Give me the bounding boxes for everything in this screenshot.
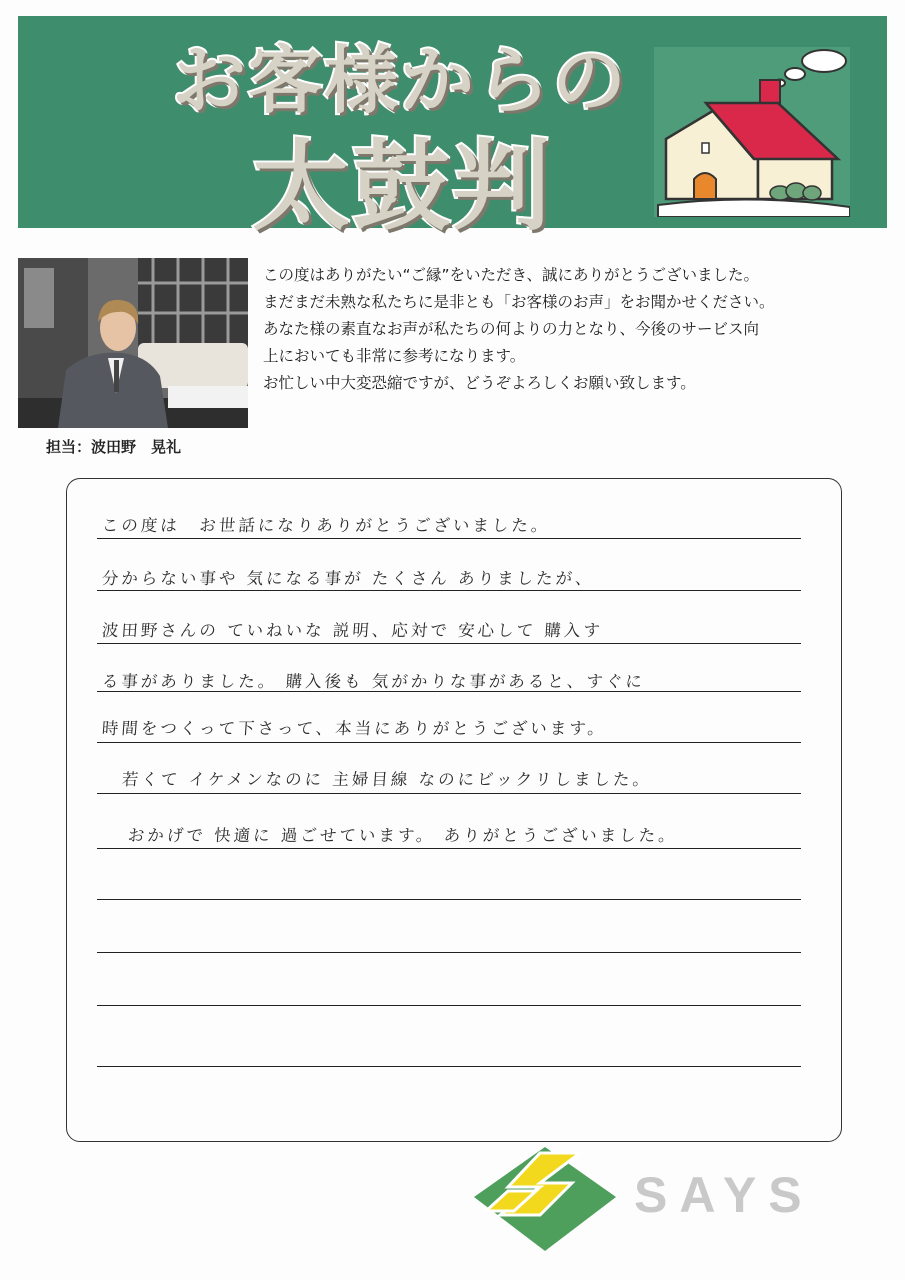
intro-line: あなた様の素直なお声が私たちの何よりの力となり、今後のサービス向 <box>263 320 760 338</box>
comment-line-2: 分からない事や 気になる事が たくさん ありましたが、 <box>101 569 596 588</box>
comment-line-7: おかげで 快適に 過ごせています。 ありがとうございました。 <box>127 826 679 845</box>
comment-line-1: この度は お世話になりありがとうございました。 <box>101 516 552 535</box>
intro-line: この度はありがたい“ご縁”をいただき、誠にありがとうございました。 <box>263 266 759 284</box>
header-title-line2: 太鼓判 <box>252 130 553 244</box>
header-title-line1: お客様からの <box>172 38 628 124</box>
staff-caption: 担当：波田野 晃礼 <box>46 438 182 456</box>
says-logo-icon <box>470 1145 620 1255</box>
comment-line-6: 若くて イケメンなのに 主婦目線 なのにビックリしました。 <box>121 770 653 789</box>
intro-line: お忙しい中大変恐縮ですが、どうぞよろしくお願い致します。 <box>263 374 696 392</box>
ruled-line <box>97 643 801 644</box>
house-illustration-panel <box>654 47 850 217</box>
ruled-line <box>97 538 801 539</box>
comment-line-3: 波田野さんの ていねいな 説明、応対で 安心して 購入す <box>101 621 604 640</box>
house-icon <box>654 47 850 217</box>
intro-line: まだまだ未熟な私たちに是非とも「お客様のお声」をお聞かせください。 <box>263 293 775 311</box>
ruled-line <box>97 590 801 591</box>
ruled-line <box>97 793 801 794</box>
staff-photo <box>18 258 248 428</box>
intro-line: 上においても非常に参考になります。 <box>263 347 526 365</box>
ruled-line <box>97 1066 801 1067</box>
says-logo-text: SAYS <box>634 1167 814 1223</box>
comment-line-4: る事がありました。 購入後も 気がかりな事があると、すぐに <box>101 672 646 691</box>
ruled-line <box>97 899 801 900</box>
ruled-line <box>97 952 801 953</box>
ruled-line <box>97 742 801 743</box>
ruled-line <box>97 1005 801 1006</box>
ruled-line <box>97 848 801 849</box>
staff-photo-illustration <box>18 258 248 428</box>
comment-line-5: 時間をつくって下さって、本当にありがとうございます。 <box>101 719 608 738</box>
ruled-line <box>97 691 801 692</box>
says-logo-mark <box>470 1145 620 1259</box>
intro-message <box>263 262 883 397</box>
